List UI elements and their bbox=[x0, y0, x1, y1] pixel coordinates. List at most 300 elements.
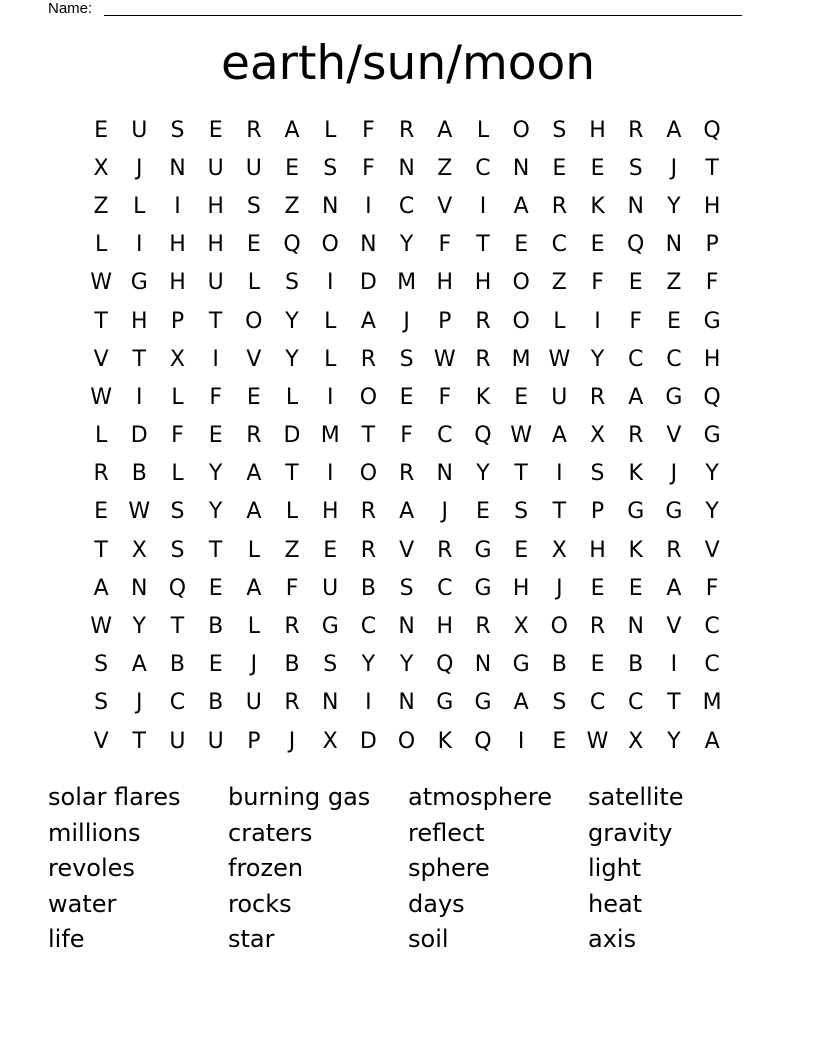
grid-letter: S bbox=[590, 461, 605, 487]
grid-letter: F bbox=[171, 423, 184, 449]
word-bank-item: frozen bbox=[228, 854, 304, 882]
grid-letter: H bbox=[207, 193, 224, 219]
word-bank-item: gravity bbox=[588, 818, 673, 847]
grid-letter: D bbox=[283, 423, 301, 449]
grid-letter: C bbox=[169, 690, 186, 716]
grid-letter: H bbox=[321, 499, 339, 525]
grid-letter: J bbox=[288, 728, 296, 754]
grid-letter: E bbox=[208, 652, 223, 678]
grid-letter: L bbox=[285, 384, 299, 410]
grid-letter: W bbox=[90, 614, 112, 640]
grid-letter: H bbox=[436, 614, 454, 640]
grid-letter: Q bbox=[474, 728, 492, 754]
word-bank-item: solar flares bbox=[48, 783, 181, 811]
grid-letter: Q bbox=[703, 384, 721, 410]
grid-letter: A bbox=[513, 690, 529, 716]
word-bank-item: reflect bbox=[408, 818, 485, 847]
grid-letter: A bbox=[666, 117, 682, 143]
grid-letter: U bbox=[551, 384, 568, 410]
grid-letter: L bbox=[247, 270, 260, 296]
grid-letter: C bbox=[628, 690, 644, 716]
word-bank-item: atmosphere bbox=[408, 783, 552, 811]
grid-letter: R bbox=[246, 423, 262, 449]
grid-letter: S bbox=[94, 652, 109, 678]
grid-letter: R bbox=[475, 308, 491, 334]
word-bank-item: satellite bbox=[588, 783, 684, 811]
grid-letter: D bbox=[359, 270, 377, 296]
grid-letter: G bbox=[703, 423, 721, 449]
grid-letter: C bbox=[551, 232, 568, 258]
word-bank-item: axis bbox=[588, 925, 637, 953]
grid-letter: V bbox=[666, 423, 682, 449]
grid-letter: F bbox=[209, 384, 222, 410]
grid-letter: T bbox=[132, 728, 146, 754]
grid-letter: B bbox=[284, 652, 300, 678]
grid-letter: E bbox=[476, 499, 490, 525]
page-title: earth/sun/moon bbox=[220, 36, 596, 91]
grid-letter: H bbox=[474, 270, 492, 296]
grid-letter: O bbox=[321, 232, 339, 258]
name-field bbox=[48, 0, 92, 18]
grid-letter: L bbox=[285, 499, 299, 525]
grid-letter: I bbox=[365, 193, 372, 219]
grid-letter: G bbox=[627, 499, 645, 525]
grid-letter: X bbox=[169, 346, 185, 372]
grid-letter: K bbox=[475, 384, 491, 410]
grid-letter: E bbox=[94, 499, 109, 525]
grid-letter: Y bbox=[285, 308, 299, 334]
grid-letter: W bbox=[586, 728, 609, 754]
grid-letter: X bbox=[628, 728, 644, 754]
grid-letter: T bbox=[170, 614, 185, 640]
grid-letter: F bbox=[362, 155, 375, 181]
grid-letter: Q bbox=[283, 232, 301, 258]
grid-letter: Y bbox=[667, 193, 681, 219]
grid-letter: A bbox=[246, 499, 262, 525]
grid-letter: G bbox=[321, 614, 339, 640]
grid-letter: T bbox=[94, 537, 108, 563]
grid-letter: X bbox=[322, 728, 338, 754]
grid-letter: E bbox=[94, 117, 109, 143]
grid-letter: Z bbox=[284, 193, 300, 219]
grid-letter: X bbox=[93, 155, 109, 181]
grid-letter: R bbox=[589, 614, 606, 640]
grid-letter: F bbox=[591, 270, 604, 296]
grid-letter: W bbox=[548, 346, 571, 372]
grid-letter: E bbox=[514, 384, 529, 410]
grid-letter: V bbox=[246, 346, 262, 372]
grid-letter: U bbox=[245, 690, 262, 716]
grid-letter: G bbox=[474, 537, 492, 563]
grid-letter: R bbox=[551, 193, 567, 219]
word-bank-item: craters bbox=[228, 818, 313, 847]
grid-letter: I bbox=[365, 690, 372, 716]
grid-letter: T bbox=[208, 537, 223, 563]
grid-letter: E bbox=[514, 537, 529, 563]
grid-letter: R bbox=[475, 346, 491, 372]
grid-letter: P bbox=[438, 308, 452, 334]
grid-letter: F bbox=[362, 117, 375, 143]
grid-letter: Z bbox=[284, 537, 300, 563]
grid-letter: L bbox=[324, 308, 337, 334]
word-bank-item: millions bbox=[48, 818, 141, 847]
word-bank-item: light bbox=[588, 854, 642, 882]
grid-letter: E bbox=[666, 308, 681, 334]
grid-letter: R bbox=[398, 117, 415, 143]
grid-letter: T bbox=[552, 499, 567, 525]
grid-letter: Y bbox=[667, 728, 681, 754]
grid-letter: C bbox=[628, 346, 644, 372]
grid-letter: R bbox=[284, 614, 300, 640]
grid-letter: T bbox=[667, 690, 681, 716]
grid-letter: H bbox=[169, 270, 186, 296]
grid-letter: J bbox=[556, 575, 563, 601]
grid-letter: B bbox=[360, 575, 376, 601]
grid-letter: L bbox=[171, 384, 184, 410]
grid-letter: B bbox=[628, 652, 644, 678]
grid-letter: R bbox=[628, 423, 644, 449]
grid-letter: G bbox=[665, 384, 683, 410]
grid-letter: Y bbox=[399, 232, 414, 258]
grid-letter: E bbox=[552, 155, 567, 181]
grid-letter: S bbox=[399, 575, 414, 601]
grid-letter: S bbox=[323, 652, 338, 678]
grid-letter: H bbox=[703, 346, 721, 372]
grid-letter: L bbox=[324, 346, 337, 372]
name-line bbox=[104, 15, 742, 16]
grid-letter: S bbox=[170, 537, 185, 563]
grid-letter: G bbox=[436, 690, 454, 716]
word-bank-item: revoles bbox=[48, 854, 135, 882]
grid-letter: L bbox=[94, 232, 108, 258]
grid-letter: F bbox=[629, 308, 643, 334]
grid-letter: E bbox=[285, 155, 299, 181]
grid-letter: U bbox=[207, 728, 224, 754]
grid-letter: Y bbox=[361, 652, 376, 678]
grid-letter: S bbox=[285, 270, 300, 296]
grid-letter: P bbox=[170, 308, 185, 334]
word-bank-item: heat bbox=[588, 889, 643, 918]
grid-letter: D bbox=[130, 423, 148, 449]
grid-letter: R bbox=[246, 117, 262, 143]
grid-letter: E bbox=[590, 575, 605, 601]
grid-letter: T bbox=[514, 461, 528, 487]
grid-letter: Q bbox=[168, 575, 187, 601]
grid-letter: C bbox=[360, 614, 377, 640]
grid-letter: F bbox=[705, 270, 719, 296]
grid-letter: C bbox=[704, 614, 720, 640]
grid-letter: R bbox=[93, 461, 109, 487]
grid-letter: C bbox=[666, 346, 682, 372]
grid-letter: U bbox=[207, 155, 224, 181]
grid-letter: P bbox=[705, 232, 719, 258]
grid-letter: A bbox=[246, 575, 262, 601]
grid-letter: A bbox=[437, 117, 453, 143]
grid-letter: R bbox=[284, 690, 300, 716]
grid-letter: L bbox=[94, 423, 108, 449]
grid-letter: E bbox=[514, 232, 529, 258]
grid-letter: L bbox=[247, 614, 260, 640]
grid-letter: H bbox=[512, 575, 530, 601]
grid-letter: T bbox=[285, 461, 299, 487]
grid-letter: N bbox=[474, 652, 492, 678]
grid-letter: Y bbox=[476, 461, 490, 487]
grid-letter: E bbox=[628, 575, 643, 601]
grid-letter: U bbox=[131, 117, 148, 143]
grid-letter: G bbox=[130, 270, 148, 296]
grid-letter: G bbox=[512, 652, 530, 678]
grid-letter: R bbox=[437, 537, 453, 563]
grid-letter: R bbox=[398, 461, 415, 487]
grid-letter: K bbox=[628, 461, 643, 487]
grid-letter: R bbox=[360, 537, 377, 563]
grid-letter: X bbox=[513, 614, 529, 640]
grid-letter: B bbox=[169, 652, 186, 678]
grid-letter: T bbox=[705, 155, 719, 181]
grid-letter: B bbox=[131, 461, 147, 487]
grid-letter: C bbox=[437, 423, 453, 449]
word-bank-item: water bbox=[48, 889, 117, 918]
grid-letter: I bbox=[594, 308, 601, 334]
grid-letter: A bbox=[131, 652, 147, 678]
grid-letter: V bbox=[704, 537, 720, 563]
grid-letter: G bbox=[474, 690, 492, 716]
grid-letter: N bbox=[398, 614, 415, 640]
grid-letter: R bbox=[666, 537, 682, 563]
grid-letter: A bbox=[284, 117, 300, 143]
grid-letter: L bbox=[553, 308, 566, 334]
grid-letter: L bbox=[133, 193, 146, 219]
word-bank-item: star bbox=[228, 925, 275, 953]
grid-letter: S bbox=[552, 690, 567, 716]
grid-letter: B bbox=[551, 652, 567, 678]
grid-letter: X bbox=[589, 423, 606, 449]
word-bank-item: rocks bbox=[228, 889, 292, 918]
grid-letter: C bbox=[475, 155, 491, 181]
grid-letter: E bbox=[552, 728, 567, 754]
grid-letter: V bbox=[93, 346, 109, 372]
grid-letter: P bbox=[247, 728, 261, 754]
grid-letter: T bbox=[361, 423, 376, 449]
grid-letter: H bbox=[703, 193, 721, 219]
grid-letter: C bbox=[398, 193, 415, 219]
letter-grid bbox=[82, 111, 731, 760]
grid-letter: J bbox=[136, 155, 143, 181]
grid-letter: A bbox=[399, 499, 415, 525]
word-bank-item: sphere bbox=[408, 854, 490, 882]
grid-letter: K bbox=[590, 193, 605, 219]
grid-letter: C bbox=[589, 690, 606, 716]
grid-letter: E bbox=[208, 575, 223, 601]
grid-letter: Q bbox=[436, 652, 454, 678]
grid-letter: T bbox=[132, 346, 146, 372]
grid-letter: N bbox=[665, 232, 683, 258]
grid-letter: L bbox=[247, 537, 260, 563]
word-bank-item: life bbox=[48, 925, 85, 953]
grid-letter: S bbox=[628, 155, 643, 181]
grid-letter: I bbox=[479, 193, 487, 219]
grid-letter: A bbox=[628, 384, 644, 410]
grid-letter: L bbox=[171, 461, 184, 487]
grid-letter: U bbox=[207, 270, 224, 296]
grid-letter: Y bbox=[285, 346, 299, 372]
grid-letter: D bbox=[359, 728, 377, 754]
grid-letter: F bbox=[705, 575, 719, 601]
grid-letter: E bbox=[399, 384, 414, 410]
grid-letter: F bbox=[400, 423, 413, 449]
grid-letter: Y bbox=[590, 346, 605, 372]
grid-letter: M bbox=[320, 423, 340, 449]
grid-letter: O bbox=[512, 117, 530, 143]
grid-letter: Z bbox=[437, 155, 453, 181]
grid-letter: X bbox=[551, 537, 567, 563]
grid-letter: J bbox=[403, 308, 410, 334]
grid-letter: F bbox=[285, 575, 299, 601]
grid-letter: V bbox=[93, 728, 109, 754]
grid-letter: L bbox=[324, 117, 337, 143]
grid-letter: J bbox=[670, 155, 678, 181]
grid-letter: R bbox=[589, 384, 606, 410]
grid-letter: O bbox=[550, 614, 568, 640]
grid-letter: P bbox=[590, 499, 605, 525]
grid-letter: J bbox=[441, 499, 449, 525]
grid-letter: N bbox=[131, 575, 148, 601]
grid-letter: O bbox=[397, 728, 416, 754]
grid-letter: X bbox=[131, 537, 147, 563]
grid-letter: J bbox=[670, 461, 678, 487]
grid-letter: N bbox=[512, 155, 530, 181]
grid-letter: C bbox=[437, 575, 453, 601]
grid-letter: Y bbox=[705, 499, 719, 525]
grid-letter: V bbox=[399, 537, 415, 563]
grid-letter: E bbox=[246, 384, 261, 410]
grid-letter: U bbox=[169, 728, 186, 754]
grid-letter: E bbox=[628, 270, 643, 296]
grid-letter: R bbox=[360, 499, 377, 525]
grid-letter: A bbox=[360, 308, 376, 334]
grid-letter: W bbox=[90, 384, 112, 410]
grid-letter: I bbox=[136, 384, 143, 410]
word-bank bbox=[48, 780, 768, 958]
grid-letter: K bbox=[628, 537, 643, 563]
grid-letter: B bbox=[208, 614, 224, 640]
grid-letter: W bbox=[90, 270, 112, 296]
grid-letter: C bbox=[704, 652, 720, 678]
grid-letter: I bbox=[212, 346, 219, 372]
grid-letter: Y bbox=[208, 499, 223, 525]
grid-letter: Y bbox=[705, 461, 719, 487]
grid-letter: I bbox=[174, 193, 181, 219]
grid-letter: Q bbox=[627, 232, 645, 258]
grid-letter: G bbox=[703, 308, 721, 334]
grid-letter: H bbox=[436, 270, 454, 296]
grid-letter: E bbox=[208, 117, 223, 143]
grid-letter: O bbox=[359, 384, 378, 410]
grid-letter: U bbox=[245, 155, 262, 181]
grid-letter: A bbox=[93, 575, 109, 601]
grid-letter: N bbox=[627, 193, 644, 219]
grid-letter: I bbox=[326, 461, 334, 487]
grid-letter: L bbox=[476, 117, 490, 143]
grid-letter: E bbox=[590, 155, 605, 181]
word-bank-item: soil bbox=[408, 925, 449, 953]
grid-letter: O bbox=[512, 308, 530, 334]
grid-letter: K bbox=[437, 728, 452, 754]
grid-letter: Z bbox=[551, 270, 567, 296]
grid-letter: R bbox=[475, 614, 491, 640]
word-bank-item: days bbox=[408, 889, 465, 918]
grid-letter: I bbox=[670, 652, 678, 678]
grid-letter: Q bbox=[703, 117, 721, 143]
grid-letter: V bbox=[437, 193, 453, 219]
grid-letter: M bbox=[702, 690, 722, 716]
grid-letter: Y bbox=[399, 652, 414, 678]
grid-letter: N bbox=[321, 690, 339, 716]
grid-letter: T bbox=[208, 308, 223, 334]
grid-letter: O bbox=[245, 308, 263, 334]
grid-letter: T bbox=[476, 232, 490, 258]
grid-letter: F bbox=[438, 232, 452, 258]
grid-letter: E bbox=[590, 232, 605, 258]
grid-letter: J bbox=[136, 690, 143, 716]
grid-letter: H bbox=[131, 308, 148, 334]
grid-letter: A bbox=[551, 423, 567, 449]
grid-letter: A bbox=[246, 461, 262, 487]
grid-letter: S bbox=[170, 499, 185, 525]
word-bank-item: burning gas bbox=[228, 783, 371, 811]
grid-letter: W bbox=[433, 346, 456, 372]
grid-letter: G bbox=[665, 499, 683, 525]
grid-letter: E bbox=[323, 537, 338, 563]
grid-letter: N bbox=[627, 614, 644, 640]
grid-letter: O bbox=[359, 461, 378, 487]
grid-letter: S bbox=[552, 117, 567, 143]
grid-letter: S bbox=[514, 499, 529, 525]
grid-letter: O bbox=[512, 270, 530, 296]
grid-letter: I bbox=[517, 728, 525, 754]
grid-letter: M bbox=[511, 346, 531, 372]
grid-letter: S bbox=[94, 690, 109, 716]
grid-letter: H bbox=[589, 117, 606, 143]
grid-letter: G bbox=[474, 575, 492, 601]
grid-letter: S bbox=[323, 155, 338, 181]
grid-letter: B bbox=[208, 690, 224, 716]
grid-letter: N bbox=[169, 155, 186, 181]
grid-letter: A bbox=[666, 575, 682, 601]
grid-letter: U bbox=[322, 575, 339, 601]
grid-letter: W bbox=[128, 499, 151, 525]
grid-letter: A bbox=[513, 193, 529, 219]
grid-letter: E bbox=[590, 652, 605, 678]
grid-letter: R bbox=[628, 117, 644, 143]
grid-letter: I bbox=[326, 270, 334, 296]
grid-letter: N bbox=[321, 193, 339, 219]
grid-letter: S bbox=[246, 193, 261, 219]
grid-letter: H bbox=[207, 232, 224, 258]
grid-letter: E bbox=[246, 232, 261, 258]
grid-letter: N bbox=[436, 461, 454, 487]
grid-letter: I bbox=[326, 384, 334, 410]
grid-letter: S bbox=[170, 117, 185, 143]
grid-letter: H bbox=[169, 232, 186, 258]
grid-letter: N bbox=[360, 232, 377, 258]
grid-letter: W bbox=[510, 423, 533, 449]
grid-letter: J bbox=[250, 652, 258, 678]
grid-letter: Z bbox=[93, 193, 109, 219]
grid-letter: V bbox=[666, 614, 682, 640]
name-label: Name: bbox=[48, 0, 93, 17]
grid-letter: E bbox=[208, 423, 223, 449]
